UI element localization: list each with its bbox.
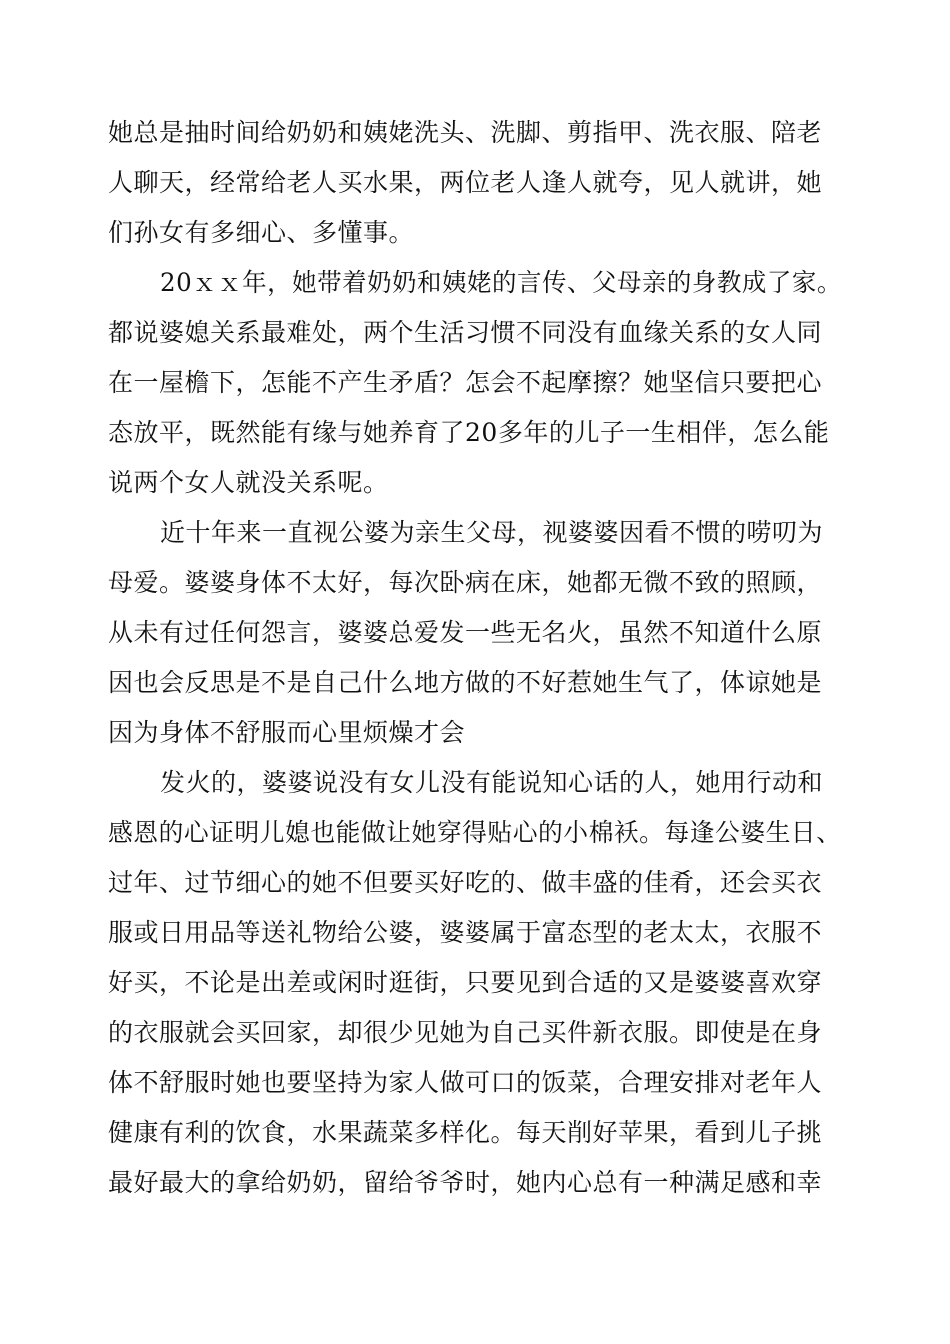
text-line: 体不舒服时她也要坚持为家人做可口的饭菜，合理安排对老年人 (108, 1068, 823, 1097)
paragraph-first-line: 20ｘｘ年，她带着奶奶和姨姥的言传、父母亲的身教成了家。 (160, 268, 842, 297)
text-line: 她总是抽时间给奶奶和姨姥洗头、洗脚、剪指甲、洗衣服、陪老 (108, 118, 823, 147)
text-line: 都说婆媳关系最难处，两个生活习惯不同没有血缘关系的女人同 (108, 318, 823, 347)
text-line: 好买，不论是出差或闲时逛街，只要见到合适的又是婆婆喜欢穿 (108, 968, 823, 997)
text-line: 们孙女有多细心、多懂事。 (108, 218, 415, 247)
text-line: 说两个女人就没关系呢。 (108, 468, 389, 497)
text-line: 的衣服就会买回家，却很少见她为自己买件新衣服。即使是在身 (108, 1018, 823, 1047)
text-line: 人聊天，经常给老人买水果，两位老人逢人就夸，见人就讲，她 (108, 168, 823, 197)
text-line: 健康有利的饮食，水果蔬菜多样化。每天削好苹果，看到儿子挑 (108, 1118, 823, 1147)
text-line: 因也会反思是不是自己什么地方做的不好惹她生气了，体谅她是 (108, 668, 823, 697)
text-line: 感恩的心证明儿媳也能做让她穿得贴心的小棉袄。每逢公婆生日、 (108, 818, 842, 847)
text-line: 过年、过节细心的她不但要买好吃的、做丰盛的佳肴，还会买衣 (108, 868, 823, 897)
paragraph-first-line: 近十年来一直视公婆为亲生父母，视婆婆因看不惯的唠叨为 (160, 518, 824, 547)
text-line: 最好最大的拿给奶奶，留给爷爷时，她内心总有一种满足感和幸 (108, 1168, 823, 1197)
paragraph-first-line: 发火的，婆婆说没有女儿没有能说知心话的人，她用行动和 (160, 768, 824, 797)
text-line: 态放平，既然能有缘与她养育了20多年的儿子一生相伴，怎么能 (108, 418, 830, 447)
text-line: 在一屋檐下，怎能不产生矛盾？怎会不起摩擦？她坚信只要把心 (108, 368, 823, 397)
text-line: 服或日用品等送礼物给公婆，婆婆属于富态型的老太太，衣服不 (108, 918, 823, 947)
text-line: 因为身体不舒服而心里烦燥才会 (108, 718, 466, 747)
text-line: 从未有过任何怨言，婆婆总爱发一些无名火，虽然不知道什么原 (108, 618, 823, 647)
text-line: 母爱。婆婆身体不太好，每次卧病在床，她都无微不致的照顾， (108, 568, 823, 597)
